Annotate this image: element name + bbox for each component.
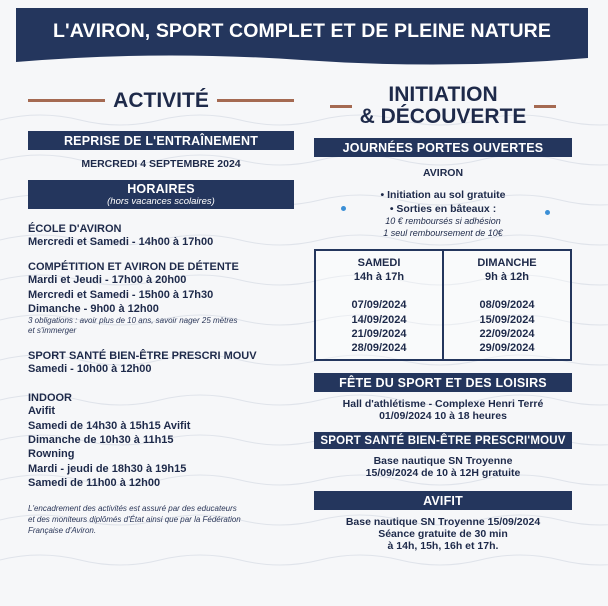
- schedule-samedi: [316, 251, 442, 359]
- rowning-line: Mardi - jeudi de 18h30 à 19h15: [28, 462, 187, 475]
- avifit-bar: AVIFIT: [314, 491, 572, 510]
- competition-note: 3 obligations : avoir plus de 10 ans, savoir nager 25 mètres: [28, 316, 238, 326]
- fete-bar: FÊTE DU SPORT ET DES LOISIRS: [314, 373, 572, 392]
- schedule-date: 08/09/2024: [479, 299, 535, 312]
- price-refund: 10 € remboursés si adhésion: [385, 216, 501, 227]
- footnote: L'encadrement des activités est assuré par des educateurs et des moniteurs diplômés d'État ainsi que par la Fédération Française d'Aviron.: [28, 504, 241, 535]
- indoor-title: INDOOR: [28, 392, 72, 405]
- decorative-dot: [341, 206, 346, 211]
- competition-note: et s'immerger: [28, 326, 77, 336]
- ecole-title: ÉCOLE D'AVIRON: [28, 223, 122, 235]
- schedule-date: 29/09/2024: [479, 342, 535, 355]
- schedule-date: 07/09/2024: [351, 299, 407, 312]
- fete-location: Hall d'athlétisme - Complexe Henri Terré: [342, 397, 544, 410]
- sante-line: Samedi - 10h00 à 12h00: [28, 363, 152, 376]
- sante-location: Base nautique SN Troyenne: [373, 454, 513, 467]
- initiation-heading-line2: & DÉCOUVERTE: [359, 105, 527, 129]
- decorative-dot: [545, 210, 550, 215]
- fete-date: 01/09/2024 10 à 18 heures: [379, 409, 507, 422]
- aviron-label: AVIRON: [422, 167, 464, 180]
- ecole-line: Mercredi et Samedi - 14h00 à 17h00: [28, 236, 214, 248]
- horaires-bar: [28, 180, 294, 209]
- avifit-subtitle: Avifit: [28, 405, 56, 418]
- sante-block: [28, 350, 294, 376]
- schedule-hours: 9h à 12h: [484, 271, 530, 284]
- activite-column: [28, 80, 294, 537]
- competition-title: COMPÉTITION ET AVIRON DE DÉTENTE: [28, 261, 239, 274]
- ecole-block: [28, 223, 294, 249]
- heading-rule-right: [217, 99, 294, 102]
- schedule-hours: 14h à 17h: [353, 271, 405, 284]
- avifit-session: Séance gratuite de 30 min: [378, 527, 508, 540]
- reprise-bar: REPRISE DE L'ENTRAÎNEMENT: [28, 131, 294, 150]
- bullet-initiation: • Initiation au sol gratuite: [380, 189, 506, 202]
- horaires-title: HORAIRES: [127, 182, 195, 196]
- heading-rule-right: [534, 105, 556, 108]
- reprise-date: MERCREDI 4 SEPTEMBRE 2024: [81, 158, 241, 170]
- schedule-date: 14/09/2024: [351, 313, 407, 326]
- sante-title: SPORT SANTÉ BIEN-ÊTRE PRESCRI MOUV: [28, 350, 257, 363]
- rowning-subtitle: Rowning: [28, 448, 75, 461]
- page-title: L'AVIRON, SPORT COMPLET ET DE PLEINE NATURE: [53, 20, 551, 42]
- schedule-day: DIMANCHE: [477, 256, 537, 269]
- schedule-table: [314, 249, 572, 361]
- avifit-times: à 14h, 15h, 16h et 17h.: [387, 539, 499, 552]
- competition-line: Mercredi et Samedi - 15h00 à 17h30: [28, 288, 214, 301]
- schedule-date: 22/09/2024: [479, 328, 535, 341]
- bullet-sorties: • Sorties en bâteaux :: [389, 202, 497, 215]
- schedule-date: 21/09/2024: [351, 328, 407, 341]
- sante-date: 15/09/2024 de 10 à 12H gratuite: [365, 466, 521, 479]
- heading-rule-left: [330, 105, 352, 108]
- horaires-subtitle: (hors vacances scolaires): [107, 196, 215, 207]
- competition-line: Mardi et Jeudi - 17h00 à 20h00: [28, 274, 187, 287]
- schedule-day: SAMEDI: [357, 256, 401, 269]
- initiation-heading: [314, 84, 572, 128]
- avifit-location: Base nautique SN Troyenne 15/09/2024: [345, 515, 541, 528]
- activite-heading: ACTIVITÉ: [28, 90, 294, 111]
- price-limit: 1 seul remboursement de 10€: [383, 227, 503, 238]
- schedule-dimanche: [442, 251, 570, 359]
- heading-rule-left: [28, 99, 105, 102]
- competition-line: Dimanche - 9h00 à 12h00: [28, 302, 159, 315]
- portes-ouvertes-bar: JOURNÉES PORTES OUVERTES: [314, 138, 572, 157]
- initiation-column: [314, 80, 572, 552]
- sante-bar: SPORT SANTÉ BIEN-ÊTRE PRESCRI'MOUV: [314, 432, 572, 449]
- indoor-block: [28, 392, 294, 490]
- avifit-line: Samedi de 14h30 à 15h15 Avifit: [28, 419, 191, 432]
- schedule-date: 15/09/2024: [479, 313, 535, 326]
- competition-block: [28, 261, 294, 336]
- avifit-line: Dimanche de 10h30 à 11h15: [28, 434, 174, 447]
- schedule-date: 28/09/2024: [351, 342, 407, 355]
- rowning-line: Samedi de 11h00 à 12h00: [28, 476, 161, 489]
- initiation-heading-line1: INITIATION: [388, 83, 498, 106]
- title-banner: [16, 8, 588, 70]
